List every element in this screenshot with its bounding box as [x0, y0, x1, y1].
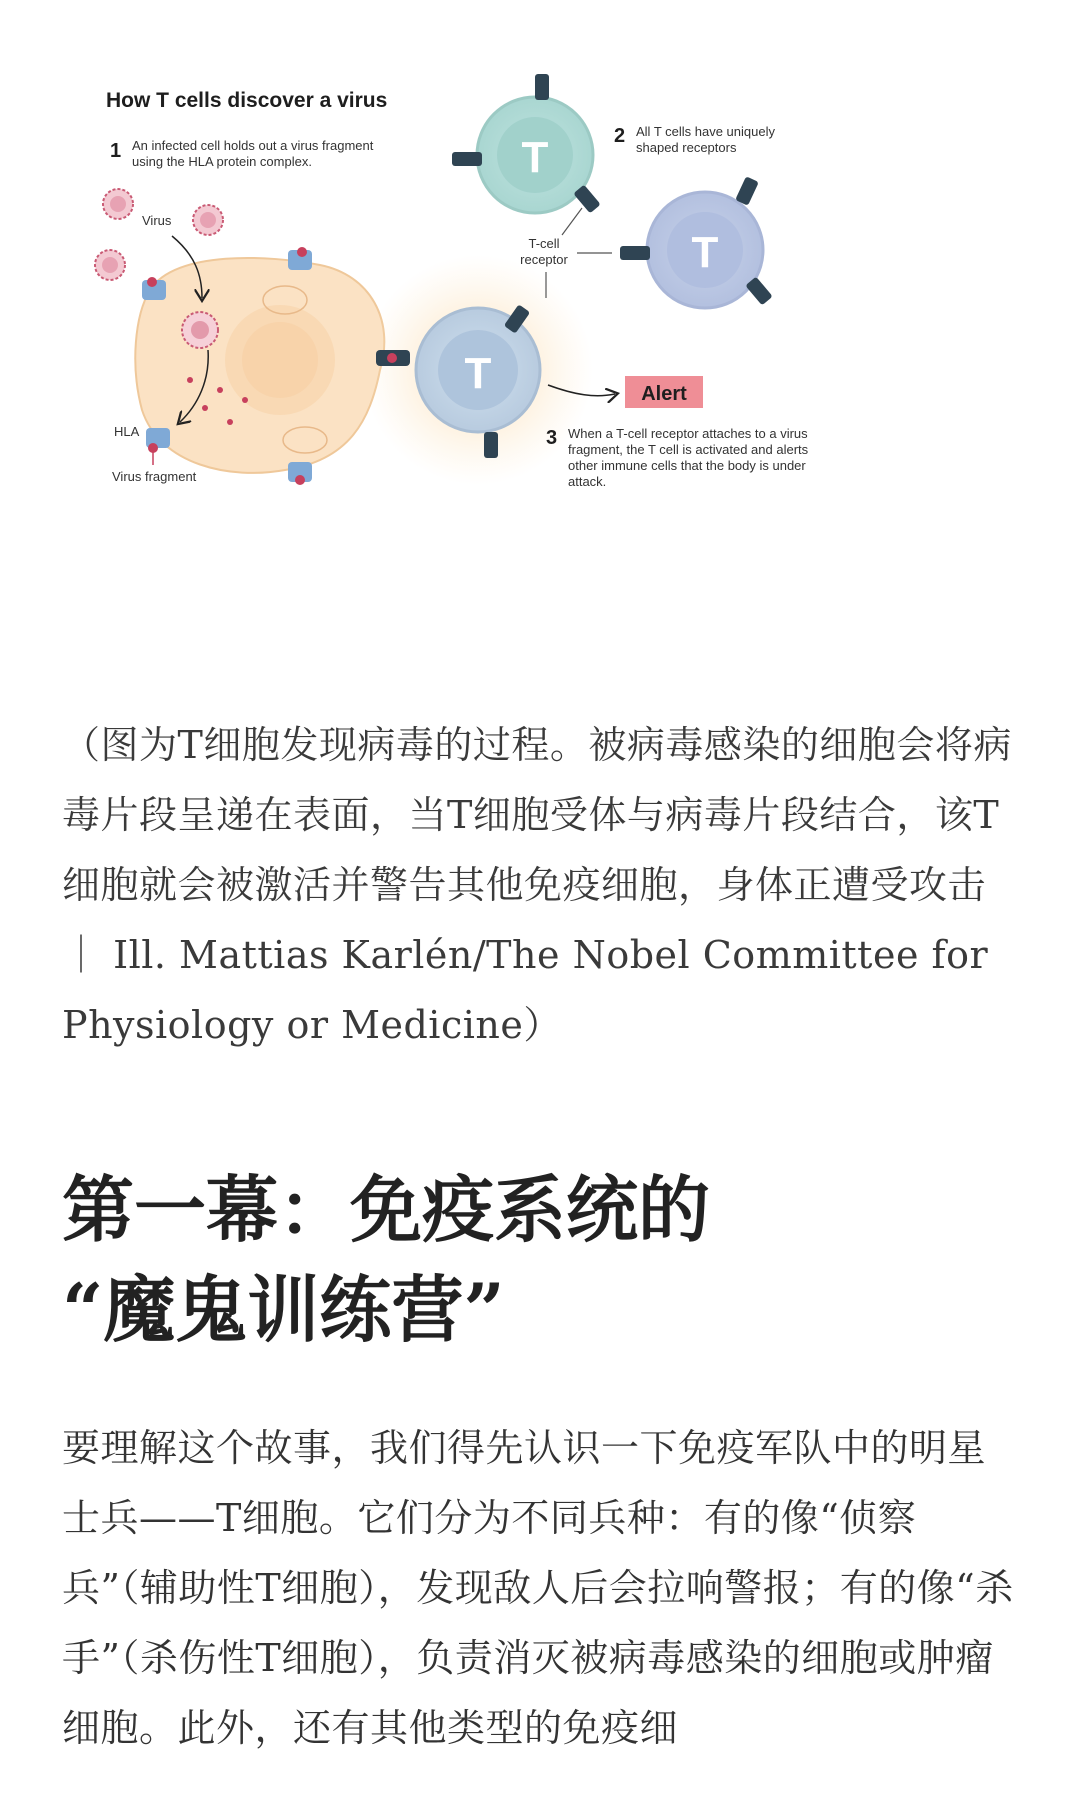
step2-text-line2: shaped receptors: [636, 140, 737, 155]
hla-complex-icon: [288, 247, 312, 270]
virus-icon: [193, 205, 223, 235]
label-hla: HLA: [114, 424, 140, 439]
infected-cell-icon: [135, 258, 384, 473]
label-tcell-receptor-line2: receptor: [520, 252, 568, 267]
tcell-teal-icon: [452, 74, 601, 213]
step3-text-line3: other immune cells that the body is under: [568, 458, 806, 473]
virus-icon: [103, 189, 133, 219]
step3-text-line4: attack.: [568, 474, 607, 489]
tcell-illustration: [80, 60, 1000, 580]
step3-number: 3: [546, 427, 558, 449]
hla-complex-icon: [146, 428, 170, 453]
section-title-line1: 第一幕：免疫系统的: [62, 1166, 711, 1252]
section-title: [62, 1160, 1022, 1360]
step1-text-line2: using the HLA protein complex.: [132, 154, 312, 169]
receptor-pointer: [562, 208, 582, 235]
step1-number: 1: [110, 140, 122, 162]
hla-complex-icon: [142, 277, 166, 300]
tcell-letter: T: [521, 133, 549, 182]
body-paragraph: 要理解这个故事，我们得先认识一下免疫军队中的明星士兵——T细胞。它们分为不同兵种：有的像“侦察兵”（辅助性T细胞），发现敌人后会拉响警报；有的像“杀手”（杀伤性T细胞），负责消灭被病毒感染的细胞或肿瘤细胞。此外，还有其他类型的免疫细: [62, 1426, 1014, 1750]
step2-number: 2: [614, 125, 626, 147]
tcell-letter: T: [691, 228, 719, 277]
illustration-svg: [80, 60, 1000, 580]
figure-title: How T cells discover a virus: [106, 89, 388, 112]
step1-text-line1: An infected cell holds out a virus fragment: [132, 138, 374, 153]
tcell-lavender-icon: [620, 176, 773, 308]
alert-label: Alert: [641, 383, 687, 405]
step3-text-line1: When a T-cell receptor attaches to a virus: [568, 426, 808, 441]
step3-text-line2: fragment, the T cell is activated and alerts: [568, 442, 809, 457]
label-virus: Virus: [142, 213, 172, 228]
virus-icon: [95, 250, 125, 280]
tcell-letter: T: [464, 349, 492, 398]
label-tcell-receptor-line1: T-cell: [528, 236, 560, 251]
section-title-line2: “魔鬼训练营”: [62, 1266, 505, 1352]
label-virus-fragment: Virus fragment: [112, 469, 197, 484]
figure-caption: （图为T细胞发现病毒的过程。被病毒感染的细胞会将病毒片段呈递在表面，当T细胞受体与病毒片段结合，该T细胞就会被激活并警告其他免疫细胞，身体正遭受攻击 ｜ Ill. Mattias Karlén/The Nobel Committee for Physiology or Medicine）: [62, 723, 1012, 1047]
hla-complex-icon: [288, 462, 312, 485]
step2-text-line1: All T cells have uniquely: [636, 124, 775, 139]
